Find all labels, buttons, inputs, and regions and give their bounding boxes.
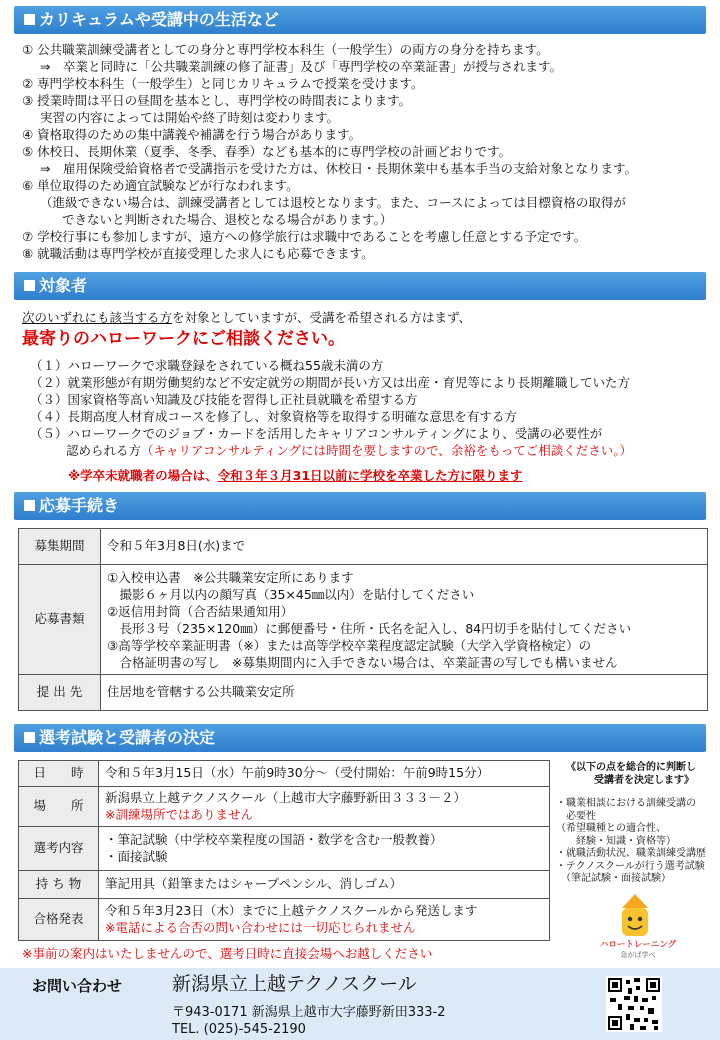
row-value: 令和５年3月8日(水)まで [101, 529, 708, 565]
row-note: ※訓練場所ではありません [105, 806, 253, 822]
school-name: 新潟県立上越テクノスクール [172, 973, 417, 995]
list-item: ① 公共職業訓練受講者としての身分と専門学校本科生（一般学生）の両方の身分を持ちます。 [22, 42, 549, 57]
list-item: ③ 授業時間は平日の昼間を基本とし、専門学校の時間表によります。 [22, 93, 412, 108]
criteria-item: ・職業相談における訓練受講の [556, 798, 696, 809]
criteria-item: （希望職種との適合性、 [556, 823, 666, 834]
section-title: 選考試験と受講者の決定 [39, 728, 216, 747]
note-underlined: 令和３年３月31日以前に学校を卒業した方に限ります [217, 468, 523, 483]
section-title: 対象者 [39, 276, 88, 295]
doc-line: 合格証明書の写し ※募集期間内に入手できない場合は、卒業証書の写しでも構いません [107, 654, 618, 670]
list-item: ⇒ 卒業と同時に「公共職業訓練の修了証書」及び「専門学校の卒業証書」が授与されます。 [40, 59, 562, 74]
mascot-label: ハロートレーニング [599, 940, 677, 950]
list-item: （５）ハローワークでのジョブ・カードを活用したキャリアコンサルティングにより、受講の必要性が [30, 426, 603, 441]
row-value: 令和５年3月15日（水）午前9時30分～（受付開始：午前9時15分） [99, 761, 550, 787]
doc-line: 長形３号（235×120㎜）に郵便番号・住所・氏名を記入し、84円切手を貼付してください [107, 620, 632, 636]
doc-line: ①入校申込書 ※公共職業安定所にあります [107, 569, 354, 585]
section-title: 応募手続き [39, 496, 120, 515]
criteria-item: （筆記試験・面接試験） [556, 873, 671, 884]
table-row [19, 787, 550, 827]
table-row [19, 565, 708, 675]
row-value: ・面接試験 [105, 848, 168, 864]
criteria-item: 必要性 [556, 810, 596, 822]
doc-line: ②返信用封筒（合否結果通知用） [107, 603, 294, 619]
table-row [19, 675, 708, 711]
list-item: （３）国家資格等高い知識及び技能を習得し正社員就職を希望する方 [30, 392, 418, 407]
row-value: 令和５年3月23日（木）までに上越テクノスクールから発送します [105, 902, 478, 918]
side-title [566, 762, 696, 787]
criteria-item: 経験・知識・資格等） [556, 835, 676, 847]
consult-note: （キャリアコンサルティングには時間を要しますので、余裕をもってご相談ください。） [141, 443, 633, 458]
row-label: 募集期間 [19, 529, 101, 565]
side-criteria [556, 798, 706, 886]
section-header-curriculum [14, 6, 706, 34]
table-row [19, 529, 708, 565]
contact-label: お問い合わせ [32, 977, 123, 995]
curriculum-list [22, 42, 712, 263]
row-label: 場 所 [19, 787, 99, 827]
mascot-sub: 急がば学べ [620, 951, 656, 959]
row-value: 住居地を管轄する公共職業安定所 [101, 675, 708, 711]
selection-footer-note: ※事前の案内はいたしませんので、選考日時に直接会場へお越しください [22, 946, 433, 961]
doc-line: ③高等学校卒業証明書（※）または高等学校卒業程度認定試験（大学入学資格検定）の [107, 637, 592, 653]
list-item: できないと判断された場合、退校となる場合があります。） [62, 212, 393, 227]
row-label: 合格発表 [19, 899, 99, 941]
selection-table [18, 760, 550, 941]
intro-underlined: 次のいずれにも該当する方 [22, 310, 173, 325]
section-header-application [14, 492, 706, 520]
criteria-item: ・就職活動状況、職業訓練受講歴 [556, 848, 706, 859]
criteria-item: ・テクノスクールが行う選考試験 [556, 860, 705, 872]
intro-text: を対象としていますが、受講を希望される方はまず、 [172, 310, 472, 325]
hellowork-highlight: 最寄りのハローワークにご相談ください。 [22, 329, 345, 349]
note-prefix: ※学卒未就職者の場合は、 [68, 468, 218, 483]
list-item: （４）長期高度人材育成コースを修了し、対象資格等を取得する明確な意思を有する方 [30, 409, 517, 424]
section-header-selection [14, 724, 706, 752]
row-value: 筆記用具（鉛筆またはシャープペンシル、消しゴム） [99, 871, 550, 899]
list-item: ⑧ 就職活動は専門学校が直接受理した求人にも応募できます。 [22, 246, 374, 261]
list-item-cont: 認められる方 [66, 443, 142, 458]
row-label: 提 出 先 [19, 675, 101, 711]
list-item: 実習の内容によっては開始や終了時刻は変わります。 [40, 110, 340, 125]
list-item: ⑥ 単位取得のため適宜試験などが行なわれます。 [22, 178, 299, 193]
section-title: カリキュラムや受講中の生活など [39, 10, 279, 29]
row-label: 持 ち 物 [19, 871, 99, 899]
application-table [18, 528, 708, 711]
table-row [19, 871, 550, 899]
list-item: ② 専門学校本科生（一般学生）と同じカリキュラムで授業を受けます。 [22, 76, 424, 91]
row-note: ※電話による合否の問い合わせには一切応じられません [105, 919, 416, 935]
row-value: 新潟県立上越テクノスクール（上越市大字藤野新田３３３－２） [105, 789, 467, 805]
table-row [19, 827, 550, 871]
qr-code-icon[interactable] [606, 976, 662, 1032]
eligibility-intro [22, 310, 712, 351]
row-label: 応募書類 [19, 565, 101, 675]
hellotraining-mascot-icon [612, 892, 658, 940]
section-header-eligibility [14, 272, 706, 300]
table-row [19, 899, 550, 941]
list-item: （進級できない場合は、訓練受講者としては退校となります。また、コースによっては目標資格の取得が [40, 195, 626, 210]
eligibility-list [30, 358, 720, 460]
side-title-line: 《以下の点を総合的に判断し [566, 762, 696, 773]
list-item: ⑤ 休校日、長期休業（夏季、冬季、春季）なども基本的に専門学校の計画どおりです。 [22, 144, 512, 159]
doc-line: 撮影６ヶ月以内の顔写真（35×45㎜以内）を貼付してください [107, 586, 475, 602]
row-label: 日 時 [19, 761, 99, 787]
list-item: （１）ハローワークで求職登録をされている概ね55歳未満の方 [30, 358, 384, 373]
school-address: 〒943-0171 新潟県上越市大字藤野新田333-2 [172, 1005, 446, 1020]
list-item: ⑦ 学校行事にも参加しますが、遠方への修学旅行は求職中であることを考慮し任意とする予定です。 [22, 229, 587, 244]
list-item: （２）就業形態が有期労働契約など不安定就労の期間が長い方又は出産・育児等により長期離職していた方 [30, 375, 631, 390]
row-label: 選考内容 [19, 827, 99, 871]
list-item: ⇒ 雇用保険受給資格者で受講指示を受けた方は、休校日・長期休業中も基本手当の支給対象となります。 [40, 161, 637, 176]
graduate-note [68, 468, 720, 485]
side-title-line: 受講者を決定します》 [594, 774, 694, 786]
list-item: ④ 資格取得のための集中講義や補講を行う場合があります。 [22, 127, 362, 142]
table-row [19, 761, 550, 787]
row-value: ・筆記試験（中学校卒業程度の国語・数学を含む一般教養） [105, 831, 443, 847]
school-tel[interactable]: TEL. (025)-545-2190 [172, 1022, 306, 1037]
